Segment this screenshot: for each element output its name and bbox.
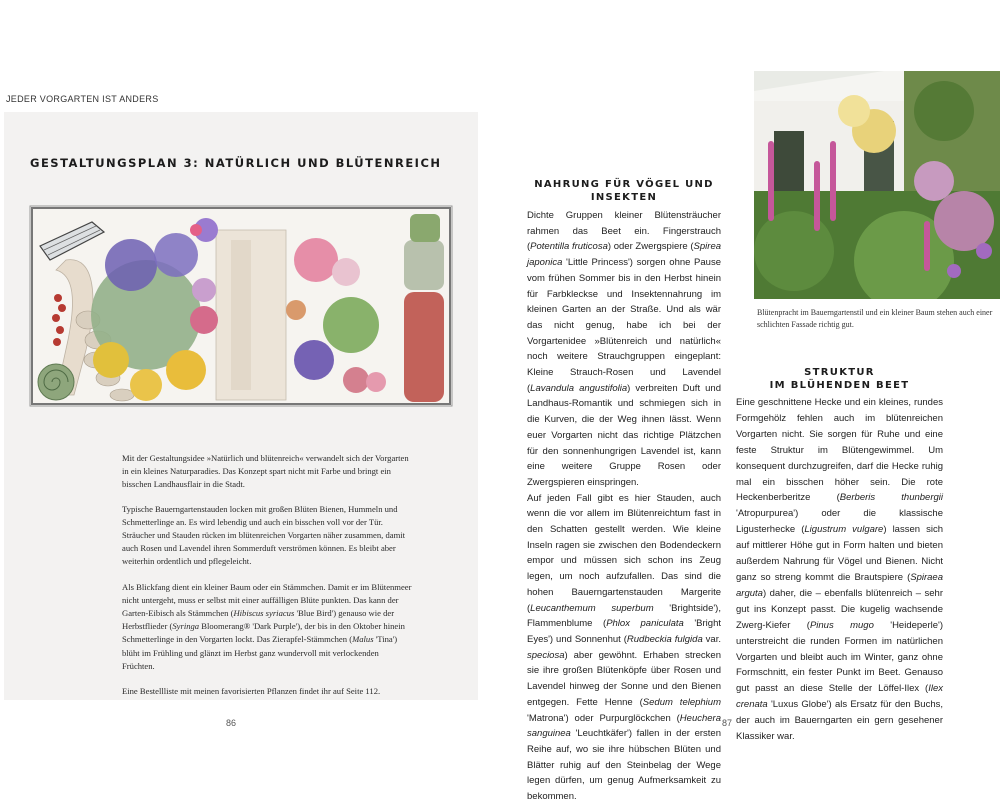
left-page-panel <box>4 112 478 700</box>
column-nahrung <box>527 178 721 805</box>
page-title: GESTALTUNGSPLAN 3: NATÜRLICH UND BLÜTENREICH <box>30 156 442 170</box>
column-struktur <box>736 366 943 745</box>
page-number-left: 86 <box>226 718 237 728</box>
running-head: JEDER VORGARTEN IST ANDERS <box>6 94 159 104</box>
body-paragraph: Dichte Gruppen kleiner Blütensträucher rahmen das Beet ein. Fingerstrauch (Potentilla fruticosa) oder Zwergspiere (Spirea japonica 'Little Princess') sorgen ohne Pause vom frühen Sommer bis in den Herbst hinein für Farbkleckse und Insektennahrung im kleinen Garten an der Straße. Und als wär das nicht genug, habe ich bei der Vorgartenidee »Blütenreich und natürlich« noch weitere Strauchgruppen eingeplant: Kleine Strauch-Rosen und Lavendel (Lavandula angustifolia) verbreiten Duft und Landhaus-Romantik und schmiegen sich in die Kurven, die der Weg ihnen lässt. Wenn euer Vorgarten nicht das richtige Plätzchen für den sonnenhungrigen Lavendel ist, kann eine weitere Gruppe Rosen oder Zwergspieren einspringen. <box>527 210 722 488</box>
body-paragraph: Eine geschnittene Hecke und ein kleines, rundes Formgehölz fehlen auch im blütenreichen Vorgarten nicht. Sie sorgen für Ruhe und eine feste Struktur im Blütengewimmel. Um konsequent durchzugreifen, darf die Hecke ruhig mal ein bisschen höher sein. Die rote Heckenberberitze (Berberis thunbergii 'Atropurpurea') oder die klassische Ligusterhecke (Ligustrum vulgare) lassen sich auf mittlerer Höhe gut in Form halten und bieten außerdem Nahrung für Vögel und Bienen. Nicht ganz so streng kommt die Brautspiere (Spiraea arguta) daher, die – ebenfalls blütenreich – sehr gut ins Konzept passt. Die kugelig wachsende Zwerg-Kiefer (Pinus mugo 'Heideperle') unterstreicht die runden Formen im natürlichen Vorgarten und bleibt auch im Winter, ganz ohne Formschnitt, ein fester Punkt im Beet. Genauso gut passt an diese Stelle der Löffel-Ilex (Ilex crenata 'Luxus Globe') als Ersatz für den Buchs, der auch im Bauerngarten ein gern gesehener Klassiker war. <box>736 397 944 743</box>
photo-caption: Blütenpracht im Bauerngartenstil und ein kleiner Baum stehen auch einer schlichten Fassade richtig gut. <box>757 308 993 329</box>
body-paragraph: Auf jeden Fall gibt es hier Stauden, auch wenn die vor allem im Blütenreichtum fast in den Schatten gestellt werden. Wie kleine Inseln ragen sie zwischen den Bodendeckern empor und müssen sich schon ins Zeug legen, um noch aufzufallen. Das sind die hohen Bauerngartenstauden Margerite (Leucanthemum superbum 'Brightside'), Flammenblume (Phlox paniculata 'Bright Eyes') und Sonnenhut (Rudbeckia fulgida var. speciosa) aber gewöhnt. Erhaben strecken sie ihre großen Blütenköpfe über Rosen und Lavendel hinweg der Sonne und den Bienen entgegen. Fette Henne (Sedum telephium 'Matrona') oder Purpurglöckchen (Heuchera sanguinea 'Leuchtkäfer') fallen in der ersten Reihe auf, wo sie ihre hübschen Blüten und Blätter ruhig auf den Steinbelag der Wege legen dürfen, um genug Aufmerksamkeit zu bekommen. <box>527 492 721 803</box>
section-heading-nahrung: NAHRUNG FÜR VÖGEL UND INSEKTEN <box>534 179 714 203</box>
garden-photo <box>754 71 1000 299</box>
left-body-text <box>122 452 412 710</box>
section-heading-struktur: STRUKTUR IM BLÜHENDEN BEET <box>769 367 910 391</box>
left-paragraph: Eine Bestellliste mit meinen favorisierten Pflanzen findet ihr auf Seite 112. <box>122 686 381 697</box>
left-paragraph: Typische Bauerngartenstauden locken mit großen Blüten Bienen, Hummeln und Schmetterlinge an. Es wird lebendig und auch ein bisschen voll vor der Tür. Sträucher und Stauden rücken im blütenreichen Vorgarten näher zusammen, damit auch Rosen und Lavendel ihren Sommerduft verströmen können. Es bleibt aber weiterhin ordentlich und pflegeleicht. <box>122 503 406 567</box>
garden-plan-illustration <box>26 200 458 410</box>
page-number-right: 87 <box>722 718 733 728</box>
left-paragraph: Als Blickfang dient ein kleiner Baum oder ein Stämmchen. Damit er im Blütenmeer nicht untergeht, muss er selbst mit einer auffälligen Blüte punkten. Das kann der Garten-Eibisch als Stämmchen (Hibiscus syriacus 'Blue Bird') genauso wie der Herbstflieder (Syringa Bloomerang® 'Dark Purple'), der bis in den Oktober hinein Schmetterlinge in den Vorgarten lockt. Das Zierapfel-Stämmchen (Malus 'Tina') blüht im Frühling und glänzt im Herbst ganz wundervoll mit verlockenden Früchten. <box>122 581 412 671</box>
left-paragraph: Mit der Gestaltungsidee »Natürlich und blütenreich« verwandelt sich der Vorgarten in ein kleines Naturparadies. Das Konzept spart nicht mit Farbe und bringt ein bisschen Landhausflair in die Stadt. <box>122 453 409 490</box>
